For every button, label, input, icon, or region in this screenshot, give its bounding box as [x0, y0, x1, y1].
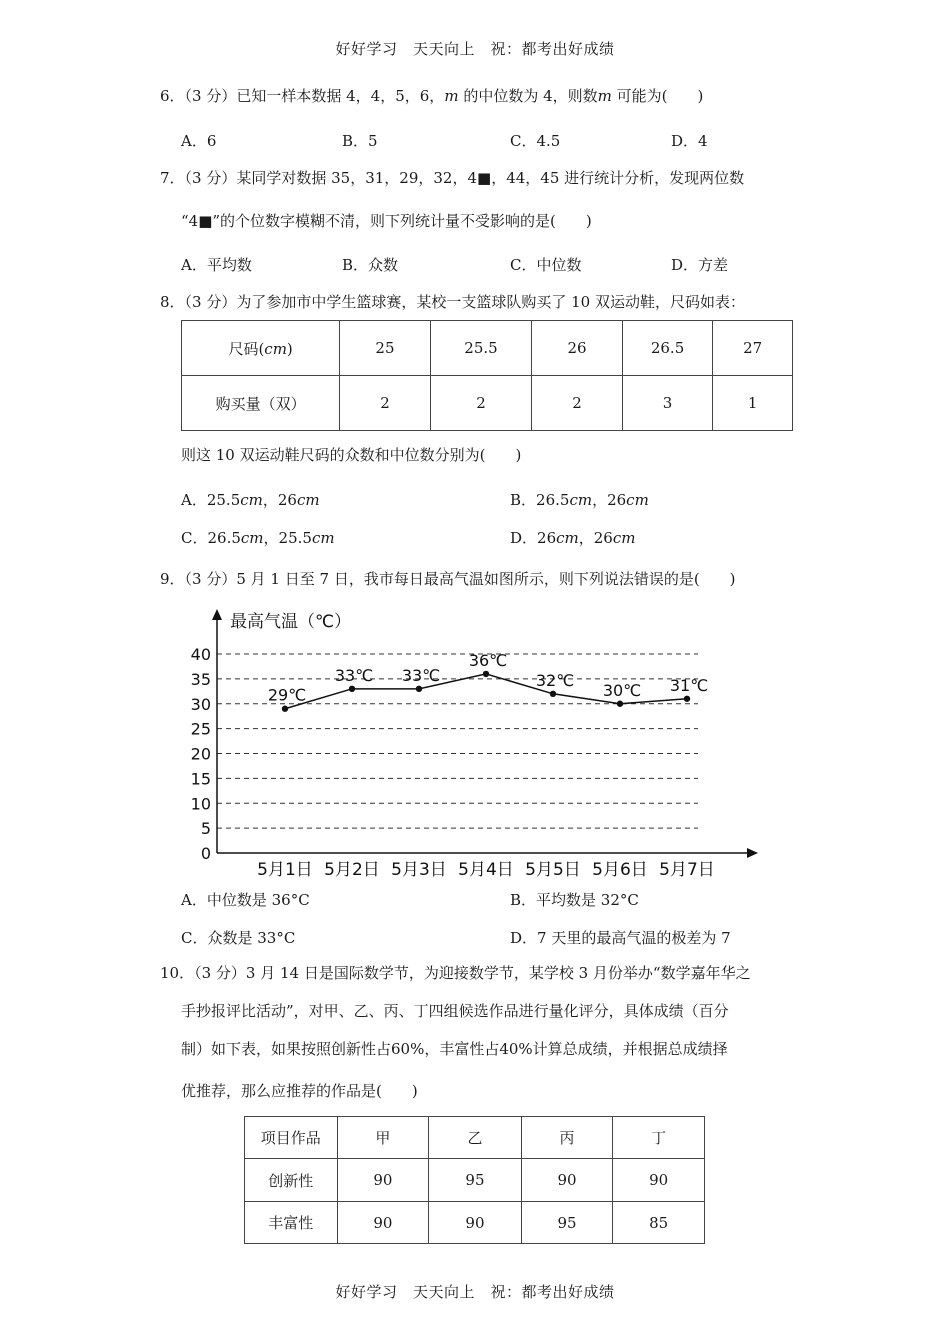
question-6-stem: 6．（3 分）已知一样本数据 4，4，5，6，m 的中位数为 4，则数m 可能为( )	[160, 87, 704, 105]
question-10-stem-line4: 优推荐，那么应推荐的作品是( )	[181, 1082, 418, 1100]
table-cell: 26.5	[622, 321, 713, 376]
y-tick-label: 15	[190, 769, 211, 789]
q9-option-b[interactable]: B．平均数是 32°C	[510, 891, 639, 909]
table-header-cell: 乙	[429, 1117, 522, 1159]
table-cell: 90	[521, 1159, 613, 1202]
table-row	[182, 321, 793, 376]
table-row	[182, 376, 793, 431]
page-header: 好好学习 天天向上 祝：都考出好成绩	[335, 40, 615, 58]
table-cell: 25.5	[430, 321, 532, 376]
q8-option-a[interactable]: A．25.5cm，26cm	[181, 491, 320, 509]
data-point	[416, 686, 422, 692]
x-tick-label: 5月6日	[592, 860, 648, 880]
table-cell: 90	[429, 1202, 522, 1244]
table-header-cell: 项目作品	[245, 1117, 338, 1159]
table-cell: 95	[429, 1159, 522, 1202]
q7-option-b[interactable]: B．众数	[342, 256, 399, 274]
q9-option-a[interactable]: A．中位数是 36°C	[181, 891, 310, 909]
y-tick-label: 0	[200, 844, 211, 863]
table-cell: 25	[340, 321, 431, 376]
data-point	[349, 686, 355, 692]
table-cell: 95	[521, 1202, 613, 1244]
table-cell-label: 尺码(cm)	[182, 321, 340, 376]
y-tick-label: 30	[190, 694, 211, 714]
table-cell: 90	[613, 1159, 705, 1202]
question-10-stem-line2: 手抄报评比活动”，对甲、乙、丙、丁四组候选作品进行量化评分，具体成绩（百分	[181, 1002, 729, 1020]
table-cell: 2	[430, 376, 532, 431]
table-cell: 1	[713, 376, 793, 431]
table-row	[245, 1159, 705, 1202]
y-axis-arrow-icon	[212, 609, 222, 620]
x-axis-arrow-icon	[747, 848, 758, 858]
data-point	[282, 706, 288, 712]
question-9-stem: 9．（3 分）5 月 1 日至 7 日，我市每日最高气温如图所示，则下列说法错误的是( )	[160, 570, 736, 588]
table-row	[245, 1202, 705, 1244]
data-label: 32℃	[535, 670, 575, 690]
chart-title: 最高气温（℃）	[230, 612, 352, 632]
data-point	[684, 696, 690, 702]
data-label: 33℃	[401, 665, 441, 685]
q6-option-b[interactable]: B．5	[342, 132, 378, 150]
data-label: 29℃	[267, 685, 307, 705]
q8-option-c[interactable]: C．26.5cm，25.5cm	[181, 529, 335, 547]
y-tick-label: 10	[190, 794, 211, 814]
y-tick-label: 25	[190, 719, 211, 739]
q8-option-b[interactable]: B．26.5cm，26cm	[510, 491, 649, 509]
y-tick-label: 40	[190, 645, 211, 664]
q7-option-d[interactable]: D．方差	[671, 256, 729, 274]
q8-option-d[interactable]: D．26cm，26cm	[510, 529, 636, 547]
data-point	[550, 691, 556, 697]
x-tick-label: 5月7日	[659, 860, 715, 880]
score-table	[244, 1116, 705, 1244]
table-cell: 85	[613, 1202, 705, 1244]
q6-option-c[interactable]: C．4.5	[510, 132, 561, 150]
question-10-stem-line3: 制）如下表，如果按照创新性占60%，丰富性占40%计算总成绩，并根据总成绩择	[181, 1040, 728, 1058]
data-label: 30℃	[602, 680, 642, 700]
table-cell: 90	[337, 1159, 429, 1202]
table-header-cell: 丁	[613, 1117, 705, 1159]
data-label: 36℃	[468, 650, 508, 670]
y-tick-labels	[191, 645, 211, 863]
page-footer: 好好学习 天天向上 祝：都考出好成绩	[335, 1283, 615, 1301]
data-point	[617, 701, 623, 707]
table-header-cell: 甲	[337, 1117, 429, 1159]
data-label: 33℃	[334, 665, 374, 685]
question-8-stem-line1: 8．（3 分）为了参加市中学生篮球赛，某校一支篮球队购买了 10 双运动鞋，尺码如表：	[160, 293, 745, 311]
temperature-line-chart	[190, 605, 770, 885]
question-7-stem-line2: “4■”的个位数字模糊不清，则下列统计量不受影响的是( )	[181, 212, 592, 230]
x-tick-label: 5月3日	[391, 860, 447, 880]
table-cell: 2	[532, 376, 623, 431]
q7-option-a[interactable]: A．平均数	[181, 256, 252, 274]
table-cell: 26	[532, 321, 623, 376]
table-cell-label: 创新性	[245, 1159, 338, 1202]
table-header-cell: 丙	[521, 1117, 613, 1159]
shoe-size-table	[181, 320, 793, 431]
y-tick-label: 20	[190, 744, 211, 764]
data-label: 31℃	[669, 675, 709, 695]
q6-option-a[interactable]: A．6	[181, 132, 217, 150]
x-tick-label: 5月4日	[458, 860, 514, 880]
question-8-stem-line2: 则这 10 双运动鞋尺码的众数和中位数分别为( )	[181, 446, 522, 464]
table-cell-label: 购买量（双）	[182, 376, 340, 431]
table-cell-label: 丰富性	[245, 1202, 338, 1244]
x-tick-labels	[257, 860, 715, 880]
table-cell: 90	[337, 1202, 429, 1244]
x-tick-label: 5月2日	[324, 860, 380, 880]
table-header-row	[245, 1117, 705, 1159]
table-cell: 2	[340, 376, 431, 431]
q7-option-c[interactable]: C．中位数	[510, 256, 582, 274]
question-7-stem-line1: 7．（3 分）某同学对数据 35，31，29，32，4■，44，45 进行统计分析，发现两位数	[160, 169, 745, 187]
data-point	[483, 671, 489, 677]
q6-option-d[interactable]: D．4	[671, 132, 708, 150]
x-tick-label: 5月5日	[525, 860, 581, 880]
y-tick-label: 5	[200, 819, 211, 839]
x-tick-label: 5月1日	[257, 860, 313, 880]
table-cell: 3	[622, 376, 713, 431]
data-labels	[268, 651, 708, 705]
q9-option-d[interactable]: D．7 天里的最高气温的极差为 7	[510, 929, 731, 947]
question-10-stem-line1: 10．（3 分）3 月 14 日是国际数学节，为迎接数学节，某学校 3 月份举办“数学嘉年华之	[160, 964, 751, 982]
y-tick-label: 35	[190, 669, 211, 689]
q9-option-c[interactable]: C．众数是 33°C	[181, 929, 296, 947]
table-cell: 27	[713, 321, 793, 376]
